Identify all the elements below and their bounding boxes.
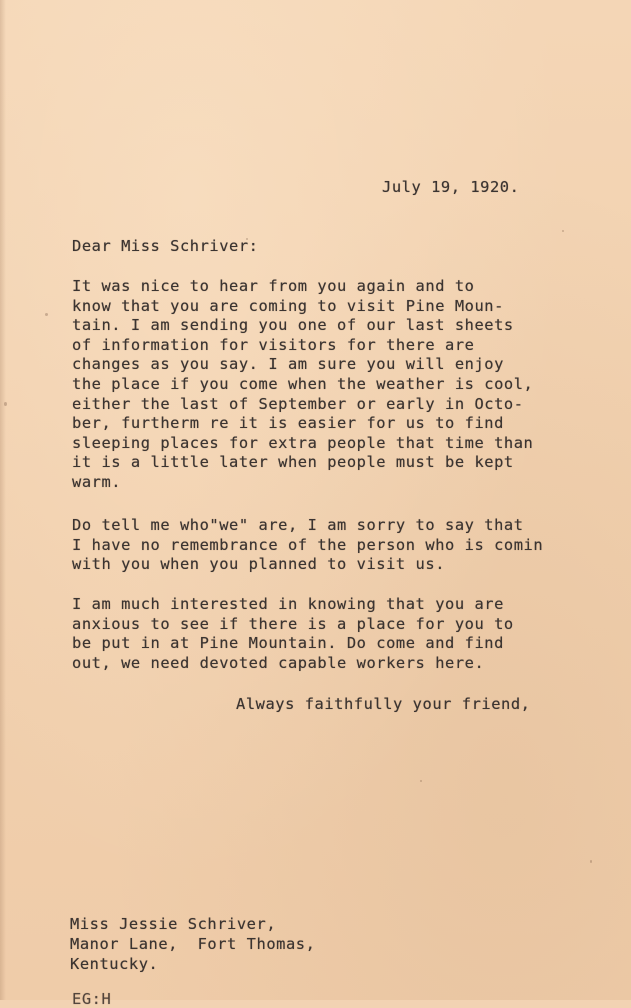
address-line: Kentucky. xyxy=(70,955,159,973)
paragraph-3 xyxy=(72,595,514,673)
letter-closing: Always faithfully your friend, xyxy=(236,695,531,713)
paragraph-line: be put in at Pine Mountain. Do come and find xyxy=(72,634,504,653)
paragraph-line: tain. I am sending you one of our last sheets xyxy=(72,316,514,335)
paragraph-line: anxious to see if there is a place for you to xyxy=(72,614,514,633)
paragraph-line: warm. xyxy=(72,472,122,491)
page-edge-shadow xyxy=(0,0,6,1000)
address-line: Miss Jessie Schriver, xyxy=(70,915,277,933)
paragraph-1 xyxy=(72,277,533,493)
paragraph-line: either the last of September or early in Octo- xyxy=(72,394,524,413)
recipient-address xyxy=(70,914,315,974)
paragraph-line: changes as you say. I am sure you will enjoy xyxy=(72,355,504,374)
paper-speck xyxy=(4,402,7,406)
paragraph-line: I have no remembrance of the person who is comin xyxy=(72,535,544,554)
paper-speck xyxy=(562,230,564,232)
paper-speck xyxy=(420,780,422,782)
paragraph-line: Do tell me who"we" are, I am sorry to say that xyxy=(72,516,524,534)
typist-initials: EG:H xyxy=(72,990,112,1008)
paragraph-2 xyxy=(72,516,543,575)
paragraph-line: It was nice to hear from you again and to xyxy=(72,277,475,295)
paragraph-line: it is a little later when people must be kept xyxy=(72,453,514,472)
paragraph-line: I am much interested in knowing that you are xyxy=(72,595,504,613)
paragraph-line: ber, furtherm re it is easier for us to find xyxy=(72,414,504,433)
letter-salutation: Dear Miss Schriver: xyxy=(72,237,259,255)
paragraph-line: out, we need devoted capable workers here. xyxy=(72,653,485,672)
paper-speck xyxy=(45,313,48,316)
paragraph-line: with you when you planned to visit us. xyxy=(72,555,446,574)
letter-date: July 19, 1920. xyxy=(382,178,520,196)
paragraph-line: of information for visitors for there are xyxy=(72,335,475,354)
paragraph-line: the place if you come when the weather is cool, xyxy=(72,374,534,393)
paragraph-line: know that you are coming to visit Pine Moun- xyxy=(72,296,504,315)
paragraph-line: sleeping places for extra people that time than xyxy=(72,433,534,452)
address-line: Manor Lane, Fort Thomas, xyxy=(70,935,316,953)
paper-speck xyxy=(590,860,592,863)
